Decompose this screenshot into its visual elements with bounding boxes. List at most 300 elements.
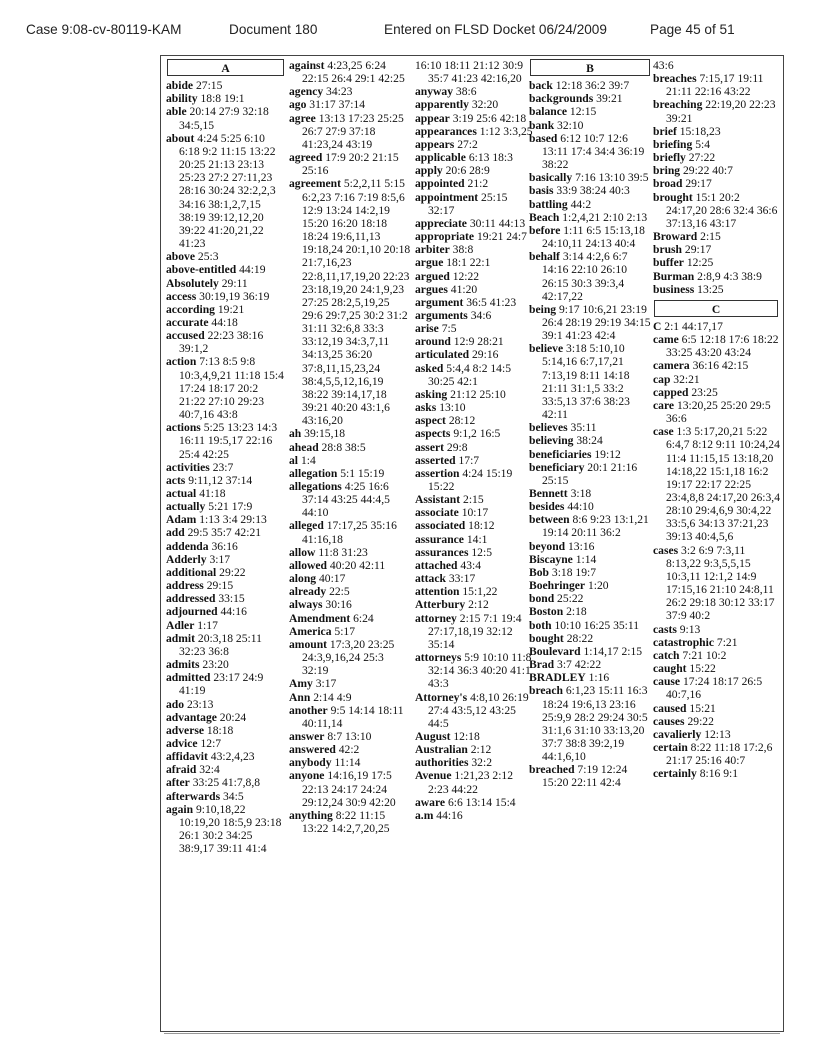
index-refs: 18:8 19:1 xyxy=(200,92,245,106)
index-term: appointed xyxy=(415,177,465,191)
index-term: adjourned xyxy=(166,605,218,619)
index-term: behalf xyxy=(529,250,560,264)
index-entry xyxy=(165,513,286,526)
index-term: briefing xyxy=(653,137,693,151)
index-entry xyxy=(414,769,534,795)
index-entry xyxy=(528,632,652,645)
index-term: attorney xyxy=(415,611,457,625)
index-refs: 13:10 xyxy=(439,401,466,415)
index-term: Adler xyxy=(166,618,195,632)
index-term: certain xyxy=(653,740,688,754)
index-entry xyxy=(652,675,780,701)
index-entry xyxy=(652,320,780,333)
index-refs: 4:23,25 6:24 22:15 26:4 29:1 42:25 xyxy=(302,59,405,86)
index-refs: 23:25 xyxy=(691,385,718,399)
index-refs: 3:17 xyxy=(209,552,231,566)
index-term: addenda xyxy=(166,539,209,553)
index-entry xyxy=(288,59,411,85)
index-entries-3 xyxy=(414,59,534,822)
index-term: bank xyxy=(529,118,555,132)
index-refs: 7:21 xyxy=(716,635,738,649)
index-refs: 23:7 xyxy=(212,460,234,474)
document-number: Document 180 xyxy=(229,22,318,37)
index-entry xyxy=(165,698,286,711)
index-entry xyxy=(652,256,780,269)
index-refs: 6:12 10:7 12:6 13:11 17:4 34:4 36:19 38:22 xyxy=(542,131,645,172)
index-term: aspect xyxy=(415,414,446,428)
index-refs: 36:16 xyxy=(211,539,238,553)
index-term: attack xyxy=(415,572,446,586)
index-refs: 33:25 41:7,8,8 xyxy=(192,776,261,790)
index-refs: 40:20 42:11 xyxy=(329,558,386,572)
index-entry xyxy=(414,256,534,269)
index-term: arise xyxy=(415,322,439,336)
index-refs: 2:12 xyxy=(470,743,492,757)
index-entry xyxy=(165,579,286,592)
index-refs: 32:2 xyxy=(471,756,492,770)
index-refs: 4:25 16:6 37:14 43:25 44:4,5 44:10 xyxy=(302,480,390,520)
index-refs: 28:12 xyxy=(448,414,476,428)
index-refs: 12:15 xyxy=(569,105,597,119)
index-refs: 23:17 24:9 41:19 xyxy=(179,671,264,698)
index-term: August xyxy=(415,729,451,743)
index-term: asking xyxy=(415,387,448,401)
index-refs: 1:4 xyxy=(300,453,316,467)
index-entry xyxy=(652,373,780,386)
index-entry xyxy=(652,230,780,243)
index-term: causes xyxy=(653,714,685,728)
index-entry xyxy=(652,151,780,164)
index-term: additional xyxy=(166,565,217,579)
index-refs: 1:17 xyxy=(197,618,218,632)
index-entry xyxy=(414,322,534,335)
index-refs: 32:4 xyxy=(199,763,220,777)
index-refs: 7:21 10:2 xyxy=(682,648,727,662)
index-term: Boulevard xyxy=(529,644,581,658)
index-entry xyxy=(652,425,780,543)
index-term: agency xyxy=(289,85,324,99)
index-refs: 12:18 36:2 39:7 xyxy=(555,79,630,93)
index-refs: 9:17 10:6,21 23:19 26:4 28:19 29:19 34:15 39:1 41:23 42:4 xyxy=(542,302,651,343)
index-entry xyxy=(528,434,652,447)
index-entry xyxy=(288,743,411,756)
index-entry xyxy=(652,544,780,623)
index-refs: 5:2,2,11 5:15 6:2,23 7:16 7:19 8:5,6 12:9 13:24 14:2,19 15:20 16:20 18:18 18:24 19:6,11,13 19:18,24 20:1,10 20:18 21:7,16,23 22:8,11,17,19,20 22:23 23:18,19,20 24:1,9,23 27:25 28:2,5,19,25 29:6 29:7,25 30:2 31:2 31:11 32:6,8 33:3 33:12,19 34:3,7,11 34:13,25 36:20 37:8,11,15,23,24 38:4,5,5,12,16,19 38:22 39:14,17,18 39:21 40:20 43:1,6 43:16,20 xyxy=(302,177,411,428)
index-term: anyway xyxy=(415,85,454,99)
index-refs: 3:2 6:9 7:3,11 8:13,22 9:3,5,5,15 10:3,11 12:1,2 14:9 17:15,16 21:10 24:8,11 26:2 29:18 30:12 33:17 37:9 40:2 xyxy=(666,543,775,623)
index-term: articulated xyxy=(415,348,470,362)
index-entry xyxy=(528,342,652,421)
index-entry xyxy=(414,493,534,506)
index-refs: 20:6 28:9 xyxy=(445,164,490,178)
index-term: admit xyxy=(166,631,195,645)
index-refs: 25:22 xyxy=(557,592,584,606)
index-refs: 30:19,19 36:19 xyxy=(199,289,270,303)
index-entry xyxy=(165,776,286,789)
index-refs: 13:25 xyxy=(697,282,724,296)
index-entry xyxy=(165,474,286,487)
index-entry xyxy=(288,151,411,177)
index-term: caused xyxy=(653,701,687,715)
index-refs: 5:4,4 8:2 14:5 30:25 42:1 xyxy=(428,361,511,388)
index-entry xyxy=(288,427,411,440)
index-refs: 8:16 9:1 xyxy=(699,767,739,781)
letter-heading-b: B xyxy=(530,59,650,76)
index-refs: 5:17 xyxy=(334,624,356,638)
index-term: care xyxy=(653,398,675,412)
index-refs: 7:15,17 19:11 21:11 22:16 43:22 xyxy=(666,72,764,99)
index-entry xyxy=(165,619,286,632)
index-entry xyxy=(165,553,286,566)
index-entry xyxy=(528,500,652,513)
index-entry xyxy=(528,579,652,592)
index-term: briefly xyxy=(653,151,686,165)
index-entry xyxy=(165,277,286,290)
index-term: Attorney's xyxy=(415,690,468,704)
index-refs: 29:16 xyxy=(472,348,499,362)
index-term: camera xyxy=(653,359,690,373)
index-refs: 12:7 xyxy=(200,736,222,750)
index-refs: 2:18 xyxy=(566,605,587,619)
index-refs: 9:1,2 16:5 xyxy=(453,427,501,441)
index-term: applicable xyxy=(415,151,466,165)
index-term: apparently xyxy=(415,98,469,112)
index-entry xyxy=(414,691,534,730)
index-entry xyxy=(165,540,286,553)
index-entry xyxy=(414,467,534,493)
index-entry xyxy=(528,105,652,118)
index-entry xyxy=(288,730,411,743)
index-term: associate xyxy=(415,506,459,520)
index-term: another xyxy=(289,703,328,717)
index-term: believe xyxy=(529,342,564,356)
index-refs: 17:7 xyxy=(458,453,480,467)
index-entry xyxy=(165,263,286,276)
index-entry xyxy=(414,283,534,296)
index-term: brief xyxy=(653,124,677,138)
index-entry xyxy=(414,414,534,427)
index-term: asserted xyxy=(415,453,456,467)
index-entry xyxy=(652,125,780,138)
index-entry xyxy=(652,662,780,675)
index-entry xyxy=(528,592,652,605)
index-entry xyxy=(652,72,780,98)
index-refs: 1:16 xyxy=(588,671,610,685)
index-refs: 39:21 xyxy=(596,92,623,106)
index-entry xyxy=(165,737,286,750)
index-entry xyxy=(165,658,286,671)
index-term: advice xyxy=(166,736,198,750)
index-term: buffer xyxy=(653,256,684,270)
index-refs: 5:9 10:10 11:8 32:14 36:3 40:20 41:1 43:3 xyxy=(428,651,532,691)
index-term: Bob xyxy=(529,565,549,579)
index-term: Assistant xyxy=(415,493,461,507)
index-refs: 41:20 xyxy=(450,282,478,296)
index-term: add xyxy=(166,526,185,540)
index-refs: 10:10 16:25 35:11 xyxy=(554,618,640,632)
index-term: actions xyxy=(166,421,201,435)
index-refs: 29:22 xyxy=(687,714,714,728)
index-refs: 44:18 xyxy=(211,315,238,329)
index-term: agreement xyxy=(289,177,341,191)
index-term: answer xyxy=(289,729,325,743)
index-term: allegations xyxy=(289,480,342,493)
index-refs: 3:18 xyxy=(570,487,592,500)
index-term: al xyxy=(289,453,299,467)
index-term: always xyxy=(289,598,323,612)
index-term: certainly xyxy=(653,767,697,781)
index-refs: 5:21 17:9 xyxy=(208,500,253,514)
index-term: access xyxy=(166,289,197,303)
index-refs: 36:16 42:15 xyxy=(692,359,749,373)
index-refs: 13:20,25 25:20 29:5 36:6 xyxy=(666,398,771,426)
index-term: catch xyxy=(653,648,680,662)
index-term: argument xyxy=(415,295,464,309)
index-term: allowed xyxy=(289,558,328,572)
index-entry xyxy=(165,132,286,250)
index-refs: 33:15 xyxy=(218,592,245,606)
index-refs: 3:17 xyxy=(315,677,337,691)
index-term: ago xyxy=(289,98,307,112)
index-refs: 30:11 44:13 xyxy=(469,216,526,230)
index-term: both xyxy=(529,618,552,632)
index-refs: 17:9 20:2 21:15 25:16 xyxy=(302,151,399,178)
index-refs: 2:15 xyxy=(463,493,484,507)
index-refs: 6:6 13:14 15:4 xyxy=(447,795,516,809)
index-refs: 44:16 xyxy=(220,605,247,619)
index-term: catastrophic xyxy=(653,635,714,649)
index-entry xyxy=(288,98,411,111)
index-entry xyxy=(414,598,534,611)
index-entry xyxy=(414,270,534,283)
index-refs: 44:10 xyxy=(567,500,594,514)
index-entry xyxy=(528,448,652,461)
index-entries-5a xyxy=(652,59,780,296)
index-entry xyxy=(414,441,534,454)
index-term: acts xyxy=(166,473,186,487)
index-term: agree xyxy=(289,111,316,125)
index-refs: 3:19 25:6 42:18 xyxy=(452,111,527,125)
index-term: above-entitled xyxy=(166,263,237,277)
index-term: ah xyxy=(289,427,302,441)
index-refs: 21:12 25:10 xyxy=(450,387,506,401)
index-term: about xyxy=(166,131,195,145)
index-term: actually xyxy=(166,500,206,514)
index-refs: 7:19 12:24 15:20 22:11 42:4 xyxy=(542,763,628,790)
index-refs: 15:21 xyxy=(689,701,716,715)
index-entry xyxy=(165,632,286,658)
index-term: appear xyxy=(415,111,450,125)
index-term: appointment xyxy=(415,190,479,204)
index-refs: 1:12 3:3,25 xyxy=(479,124,533,138)
index-term: according xyxy=(166,302,215,316)
index-refs: 19:12 xyxy=(594,447,621,461)
index-term: beneficiary xyxy=(529,460,585,474)
index-entry xyxy=(414,730,534,743)
index-refs: 15:1,22 xyxy=(462,585,498,599)
index-entry xyxy=(528,132,652,171)
index-term: battling xyxy=(529,197,568,211)
index-refs: 8:6 9:23 13:1,21 19:14 20:11 36:2 xyxy=(542,513,649,540)
index-term: based xyxy=(529,131,558,145)
index-term: Bennett xyxy=(529,487,568,500)
index-entry xyxy=(652,715,780,728)
index-entry xyxy=(652,636,780,649)
index-entries-1 xyxy=(165,79,286,855)
index-term: assurance xyxy=(415,532,464,546)
index-entry xyxy=(165,92,286,105)
index-entry xyxy=(288,769,411,808)
index-entry xyxy=(288,809,411,835)
index-term: arguments xyxy=(415,308,468,322)
index-refs: 1:3 5:17,20,21 5:22 6:4,7 8:12 9:11 10:24,24 11:4 11:15,15 13:18,20 14:18,22 15:1,18 16:2 19:17 22:17 22:25 23:4,8,8 24:17,20 26:3,4 28:10 29:4,6,9 30:4,22 33:5,6 34:13 37:21,23 39:13 40:4,5,6 xyxy=(666,425,781,544)
index-entry xyxy=(165,79,286,92)
index-term: broad xyxy=(653,177,683,191)
index-entry xyxy=(414,427,534,440)
index-refs: 42:2 xyxy=(338,743,360,757)
index-refs: 1:14 xyxy=(575,552,597,566)
index-column-3 xyxy=(414,59,534,822)
index-refs: 4:24 15:19 15:22 xyxy=(428,466,513,493)
index-term: C xyxy=(653,319,662,333)
index-term: apply xyxy=(415,164,443,178)
case-number: Case 9:08-cv-80119-KAM xyxy=(26,22,182,37)
index-entry xyxy=(288,691,411,704)
index-entry xyxy=(414,454,534,467)
index-entry xyxy=(528,619,652,632)
index-refs: 36:5 41:23 xyxy=(466,295,517,309)
index-refs: 16:10 18:11 21:12 30:9 35:7 41:23 42:16,20 xyxy=(415,59,524,86)
index-term: cause xyxy=(653,675,681,689)
index-term: Absolutely xyxy=(166,276,219,290)
index-refs: 6:1,23 15:11 16:3 18:24 19:6,13 23:16 25:9,9 28:2 29:24 30:5 31:1,6 31:10 33:13,20 37:7 38:8 39:2,19 44:1,6,10 xyxy=(542,684,648,764)
index-term: beneficiaries xyxy=(529,447,592,461)
index-entry xyxy=(165,671,286,697)
index-term: alleged xyxy=(289,519,324,533)
index-entry xyxy=(288,112,411,151)
index-refs: 19:21 24:7 xyxy=(476,230,527,244)
index-entry xyxy=(414,125,534,138)
index-term: believing xyxy=(529,434,574,448)
index-term: America xyxy=(289,624,332,638)
index-term: assert xyxy=(415,440,444,454)
index-entry xyxy=(288,441,411,454)
index-entry xyxy=(414,401,534,414)
index-refs: 44:2 xyxy=(570,197,592,211)
index-entry xyxy=(288,480,411,519)
index-entry xyxy=(288,85,411,98)
index-refs: 17:24 18:17 26:5 40:7,16 xyxy=(666,675,763,702)
index-term: ahead xyxy=(289,440,319,454)
index-refs: 9:5 14:14 18:11 40:11,14 xyxy=(302,703,404,730)
index-refs: 7:16 13:10 39:5 xyxy=(575,171,649,185)
index-term: breach xyxy=(529,684,563,698)
index-term: BRADLEY xyxy=(529,671,586,685)
index-entry xyxy=(414,243,534,256)
index-refs: 29:11 xyxy=(221,276,248,290)
index-entry xyxy=(528,79,652,92)
index-refs: 43:4 xyxy=(460,558,482,572)
index-refs: 11:8 31:23 xyxy=(318,545,368,559)
index-term: action xyxy=(166,355,197,369)
index-term: Burman xyxy=(653,269,695,283)
index-term: anything xyxy=(289,808,333,822)
index-refs: 13:16 xyxy=(568,539,595,553)
index-entry xyxy=(528,250,652,303)
index-refs: 12:9 28:21 xyxy=(453,335,504,349)
index-term: breaches xyxy=(653,72,697,86)
index-refs: 27:2 xyxy=(457,137,478,151)
index-term: Broward xyxy=(653,230,698,244)
index-refs: 3:14 4:2,6 6:7 14:16 22:10 26:10 26:15 30:3 39:3,4 42:17,22 xyxy=(542,250,628,303)
index-refs: 35:11 xyxy=(570,421,597,435)
index-entry xyxy=(528,92,652,105)
index-refs: 25:3 xyxy=(197,250,219,264)
index-entry xyxy=(165,790,286,803)
index-term: afraid xyxy=(166,763,197,777)
index-term: admitted xyxy=(166,671,211,685)
index-term: a.m xyxy=(415,808,434,822)
index-refs: 9:11,12 37:14 xyxy=(188,473,253,487)
index-entry xyxy=(652,283,780,296)
index-entry xyxy=(652,191,780,230)
index-refs: 12:25 xyxy=(686,256,714,270)
index-entry xyxy=(652,164,780,177)
index-term: above xyxy=(166,250,195,264)
index-term: Atterbury xyxy=(415,598,466,612)
index-term: assertion xyxy=(415,466,460,480)
index-term: came xyxy=(653,333,679,347)
index-refs: 10:17 xyxy=(461,506,489,520)
index-refs: 20:14 27:9 32:18 34:5,15 xyxy=(179,105,269,132)
index-entry xyxy=(528,421,652,434)
index-refs: 28:22 xyxy=(566,631,594,645)
docket-header xyxy=(26,22,796,46)
index-term: addressed xyxy=(166,592,216,606)
index-column-2 xyxy=(288,59,411,835)
index-column-4 xyxy=(528,59,652,790)
index-refs: 2:1 44:17,17 xyxy=(664,319,723,333)
index-refs: 20:3,18 25:11 32:23 36:8 xyxy=(179,631,262,658)
index-term: basis xyxy=(529,184,554,198)
index-entry xyxy=(165,329,286,355)
index-refs: 29:8 xyxy=(446,440,468,454)
index-entry xyxy=(528,198,652,211)
index-term: allegation xyxy=(289,466,338,480)
index-refs: 11:14 xyxy=(334,756,361,770)
index-term: around xyxy=(415,335,451,349)
index-term: Amy xyxy=(289,677,313,691)
index-refs: 1:14,17 2:15 xyxy=(583,644,643,658)
index-term: aware xyxy=(415,795,446,809)
index-entry xyxy=(288,598,411,611)
index-entry xyxy=(288,572,411,585)
index-term: casts xyxy=(653,622,677,636)
index-term: amount xyxy=(289,637,328,651)
index-entry xyxy=(414,809,534,822)
index-term: Brad xyxy=(529,658,555,672)
page-indicator: Page 45 of 51 xyxy=(650,22,735,37)
index-term: assurances xyxy=(415,545,469,559)
index-entry xyxy=(414,612,534,651)
index-entry xyxy=(528,461,652,487)
index-entry xyxy=(414,519,534,532)
index-entry xyxy=(414,85,534,98)
index-entry xyxy=(528,553,652,566)
index-refs: 1:21,23 2:12 2:23 44:22 xyxy=(428,769,514,796)
index-term: back xyxy=(529,79,553,93)
index-term: attention xyxy=(415,585,460,599)
